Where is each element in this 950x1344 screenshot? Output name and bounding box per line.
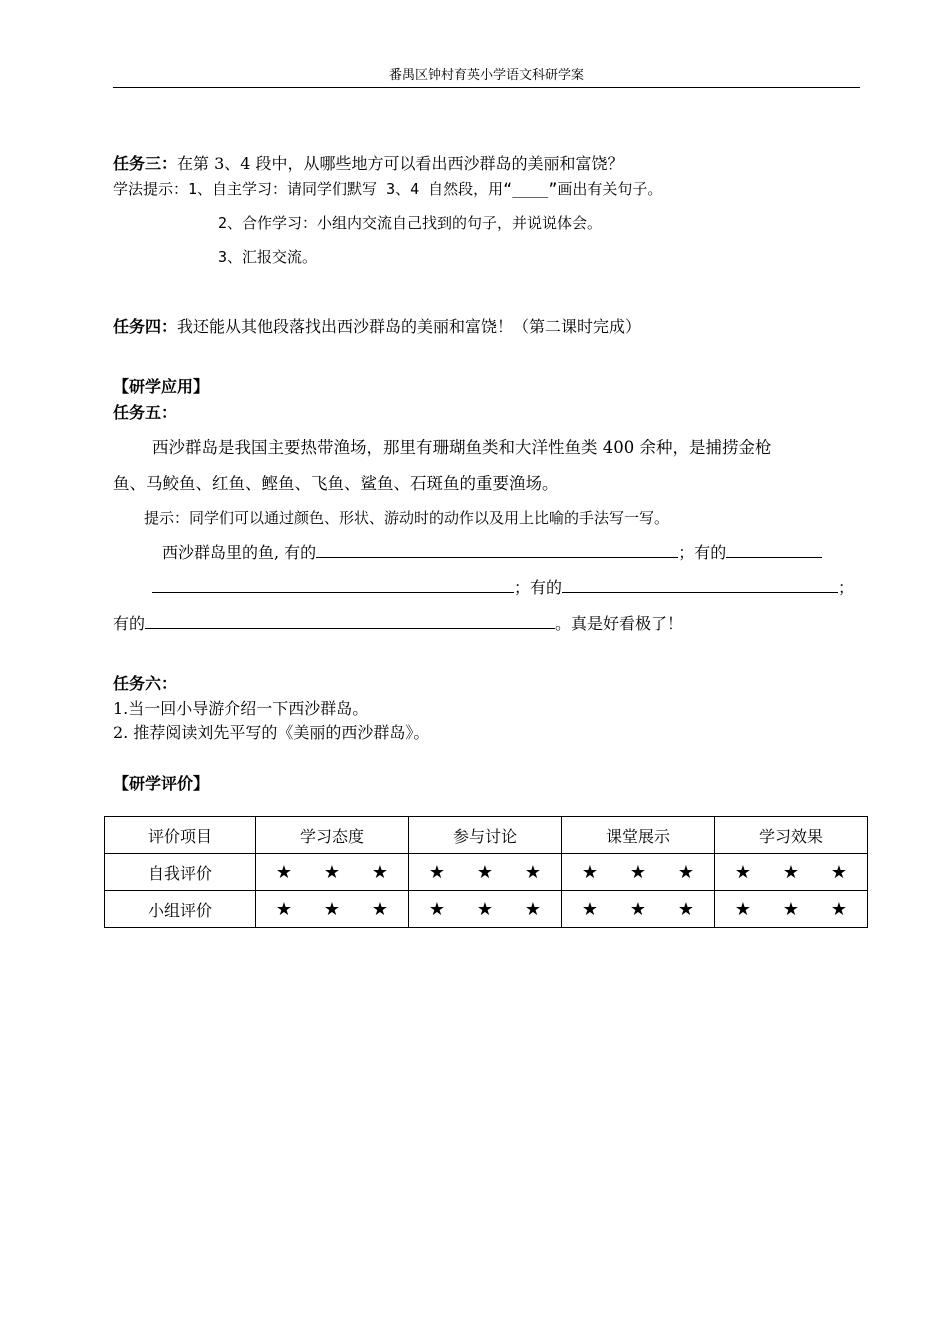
star-icon[interactable]: ★ (428, 898, 446, 920)
fill-blank-3[interactable] (562, 578, 838, 593)
star-icon[interactable]: ★ (581, 898, 599, 920)
task4 (113, 314, 641, 337)
star-rating[interactable] (409, 891, 562, 928)
task5-hint: 提示：同学们可以通过颜色、形状、游动时的动作以及用上比喻的手法写一写。 (144, 509, 670, 527)
task6-label: 任务六： (113, 674, 178, 693)
table-row (105, 854, 868, 891)
star-icon[interactable]: ★ (371, 898, 389, 920)
fill-line3 (113, 611, 683, 634)
hint1-blank: ____ (512, 180, 549, 198)
task6-item1: 1.当一回小导游介绍一下西沙群岛。 (113, 699, 369, 718)
star-icon[interactable]: ★ (581, 861, 599, 883)
task3-question (113, 151, 624, 174)
fill-blank-2b[interactable] (152, 578, 514, 593)
row-label-group: 小组评价 (105, 891, 256, 928)
row-label-self: 自我评价 (105, 854, 256, 891)
table-header-row (105, 817, 868, 854)
fill-blank-1[interactable] (316, 543, 678, 558)
star-rating[interactable] (715, 854, 868, 891)
task5-label: 任务五： (113, 403, 178, 422)
star-icon[interactable]: ★ (476, 898, 494, 920)
star-icon[interactable]: ★ (524, 861, 542, 883)
hint1-text-b: ”画出有关句子。 (548, 180, 663, 198)
star-rating[interactable] (256, 854, 409, 891)
star-icon[interactable]: ★ (428, 861, 446, 883)
task4-text: 我还能从其他段落找出西沙群岛的美丽和富饶！（第二课时完成） (177, 317, 642, 336)
fill-line2 (152, 575, 854, 598)
header-item: 评价项目 (105, 817, 256, 854)
fill-sep-1: ；有的 (678, 543, 727, 562)
task3-text: 在第 3、4 段中，从哪些地方可以看出西沙群岛的美丽和富饶？ (177, 154, 624, 173)
star-icon[interactable]: ★ (782, 898, 800, 920)
evaluation-table (104, 816, 868, 928)
star-icon[interactable]: ★ (734, 861, 752, 883)
star-icon[interactable]: ★ (323, 861, 341, 883)
star-icon[interactable]: ★ (476, 861, 494, 883)
hint-label: 学法提示： (113, 180, 189, 198)
star-rating[interactable] (562, 854, 715, 891)
header-attitude: 学习态度 (256, 817, 409, 854)
table-row (105, 891, 868, 928)
fill-sep-2: ；有的 (514, 578, 563, 597)
task3-hint2: 2、合作学习：小组内交流自己找到的句子，并说说体会。 (218, 214, 603, 232)
star-rating[interactable] (409, 854, 562, 891)
fill-blank-4[interactable] (145, 614, 555, 629)
task5-para-line1: 西沙群岛是我国主要热带渔场，那里有珊瑚鱼类和大洋性鱼类 400 余种，是捕捞金枪 (152, 438, 772, 457)
star-icon[interactable]: ★ (371, 861, 389, 883)
header-effect: 学习效果 (715, 817, 868, 854)
star-icon[interactable]: ★ (629, 861, 647, 883)
star-rating[interactable] (256, 891, 409, 928)
star-icon[interactable]: ★ (323, 898, 341, 920)
star-icon[interactable]: ★ (782, 861, 800, 883)
star-icon[interactable]: ★ (629, 898, 647, 920)
star-rating[interactable] (715, 891, 868, 928)
star-icon[interactable]: ★ (830, 898, 848, 920)
header-presentation: 课堂展示 (562, 817, 715, 854)
task3-hint1 (113, 178, 662, 199)
task4-label: 任务四： (113, 317, 178, 336)
fill-text-d: 有的 (113, 614, 146, 633)
star-rating[interactable] (562, 891, 715, 928)
apply-title: 【研学应用】 (113, 377, 210, 396)
header-discussion: 参与讨论 (409, 817, 562, 854)
star-icon[interactable]: ★ (275, 861, 293, 883)
star-icon[interactable]: ★ (275, 898, 293, 920)
fill-sep-3: ； (838, 578, 855, 597)
task3-hint3: 3、汇报交流。 (218, 248, 318, 266)
fill-end: 。真是好看极了！ (555, 614, 684, 633)
hint1-text-a: 1、自主学习：请同学们默写 3、4 自然段，用“ (188, 180, 513, 198)
task6-item2: 2. 推荐阅读刘先平写的《美丽的西沙群岛》。 (113, 723, 430, 742)
star-icon[interactable]: ★ (524, 898, 542, 920)
star-icon[interactable]: ★ (734, 898, 752, 920)
page-header: 番禺区钟村育英小学语文科研学案 (113, 64, 860, 88)
fill-blank-2a[interactable] (726, 543, 822, 558)
star-icon[interactable]: ★ (677, 898, 695, 920)
star-icon[interactable]: ★ (677, 861, 695, 883)
evaluation-title: 【研学评价】 (113, 774, 210, 793)
task3-label: 任务三： (113, 154, 178, 173)
star-icon[interactable]: ★ (830, 861, 848, 883)
task5-para-line2: 鱼、马鲛鱼、红鱼、鲣鱼、飞鱼、鲨鱼、石斑鱼的重要渔场。 (113, 474, 559, 493)
fill-text-a: 西沙群岛里的鱼, 有的 (162, 543, 317, 562)
fill-line1 (162, 540, 822, 563)
